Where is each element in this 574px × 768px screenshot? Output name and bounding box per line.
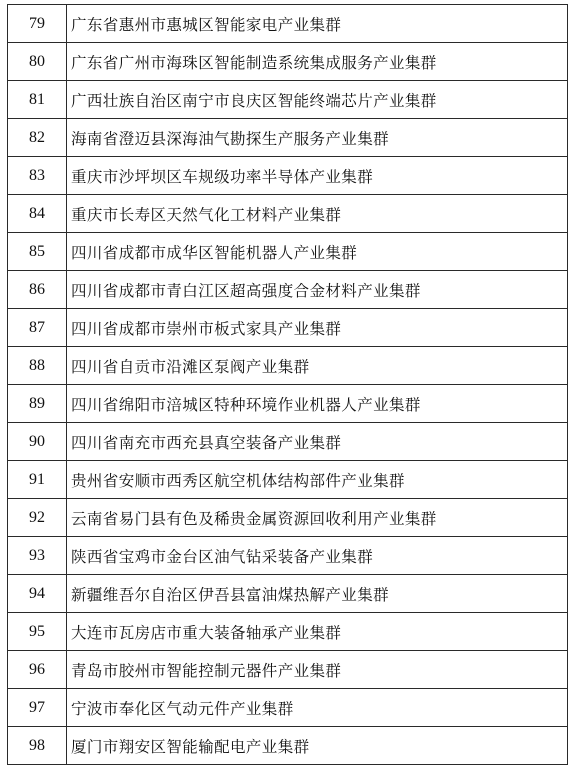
row-number: 81 [8, 81, 67, 119]
industry-cluster-table [7, 4, 568, 765]
table-row [8, 271, 568, 309]
table-row [8, 347, 568, 385]
row-number: 93 [8, 537, 67, 575]
row-number: 89 [8, 385, 67, 423]
table-row [8, 81, 568, 119]
table-row [8, 575, 568, 613]
row-number: 91 [8, 461, 67, 499]
cluster-name: 云南省易门县有色及稀贵金属资源回收利用产业集群 [67, 499, 568, 537]
table-row [8, 195, 568, 233]
cluster-name: 广西壮族自治区南宁市良庆区智能终端芯片产业集群 [67, 81, 568, 119]
row-number: 86 [8, 271, 67, 309]
table-body [8, 5, 568, 765]
row-number: 79 [8, 5, 67, 43]
cluster-name: 陕西省宝鸡市金台区油气钻采装备产业集群 [67, 537, 568, 575]
row-number: 88 [8, 347, 67, 385]
row-number: 92 [8, 499, 67, 537]
table-row [8, 233, 568, 271]
table-row [8, 613, 568, 651]
table-row [8, 309, 568, 347]
row-number: 98 [8, 727, 67, 765]
cluster-name: 四川省成都市成华区智能机器人产业集群 [67, 233, 568, 271]
cluster-name: 四川省成都市青白江区超高强度合金材料产业集群 [67, 271, 568, 309]
cluster-name: 青岛市胶州市智能控制元器件产业集群 [67, 651, 568, 689]
cluster-name: 四川省成都市崇州市板式家具产业集群 [67, 309, 568, 347]
cluster-name: 重庆市沙坪坝区车规级功率半导体产业集群 [67, 157, 568, 195]
row-number: 95 [8, 613, 67, 651]
row-number: 84 [8, 195, 67, 233]
cluster-name: 广东省广州市海珠区智能制造系统集成服务产业集群 [67, 43, 568, 81]
table-row [8, 43, 568, 81]
cluster-name: 宁波市奉化区气动元件产业集群 [67, 689, 568, 727]
row-number: 94 [8, 575, 67, 613]
row-number: 83 [8, 157, 67, 195]
table-row [8, 157, 568, 195]
cluster-name: 贵州省安顺市西秀区航空机体结构部件产业集群 [67, 461, 568, 499]
cluster-name: 厦门市翔安区智能输配电产业集群 [67, 727, 568, 765]
row-number: 87 [8, 309, 67, 347]
table-row [8, 385, 568, 423]
cluster-name: 四川省南充市西充县真空装备产业集群 [67, 423, 568, 461]
table-row [8, 5, 568, 43]
table-row [8, 537, 568, 575]
cluster-name: 海南省澄迈县深海油气勘探生产服务产业集群 [67, 119, 568, 157]
table-row [8, 727, 568, 765]
table-row [8, 119, 568, 157]
table-row [8, 651, 568, 689]
table-row [8, 499, 568, 537]
row-number: 97 [8, 689, 67, 727]
row-number: 90 [8, 423, 67, 461]
cluster-name: 广东省惠州市惠城区智能家电产业集群 [67, 5, 568, 43]
cluster-name: 重庆市长寿区天然气化工材料产业集群 [67, 195, 568, 233]
row-number: 85 [8, 233, 67, 271]
row-number: 80 [8, 43, 67, 81]
row-number: 82 [8, 119, 67, 157]
row-number: 96 [8, 651, 67, 689]
table-row [8, 689, 568, 727]
table-row [8, 423, 568, 461]
cluster-name: 新疆维吾尔自治区伊吾县富油煤热解产业集群 [67, 575, 568, 613]
cluster-name: 四川省自贡市沿滩区泵阀产业集群 [67, 347, 568, 385]
table-row [8, 461, 568, 499]
cluster-name: 大连市瓦房店市重大装备轴承产业集群 [67, 613, 568, 651]
cluster-name: 四川省绵阳市涪城区特种环境作业机器人产业集群 [67, 385, 568, 423]
